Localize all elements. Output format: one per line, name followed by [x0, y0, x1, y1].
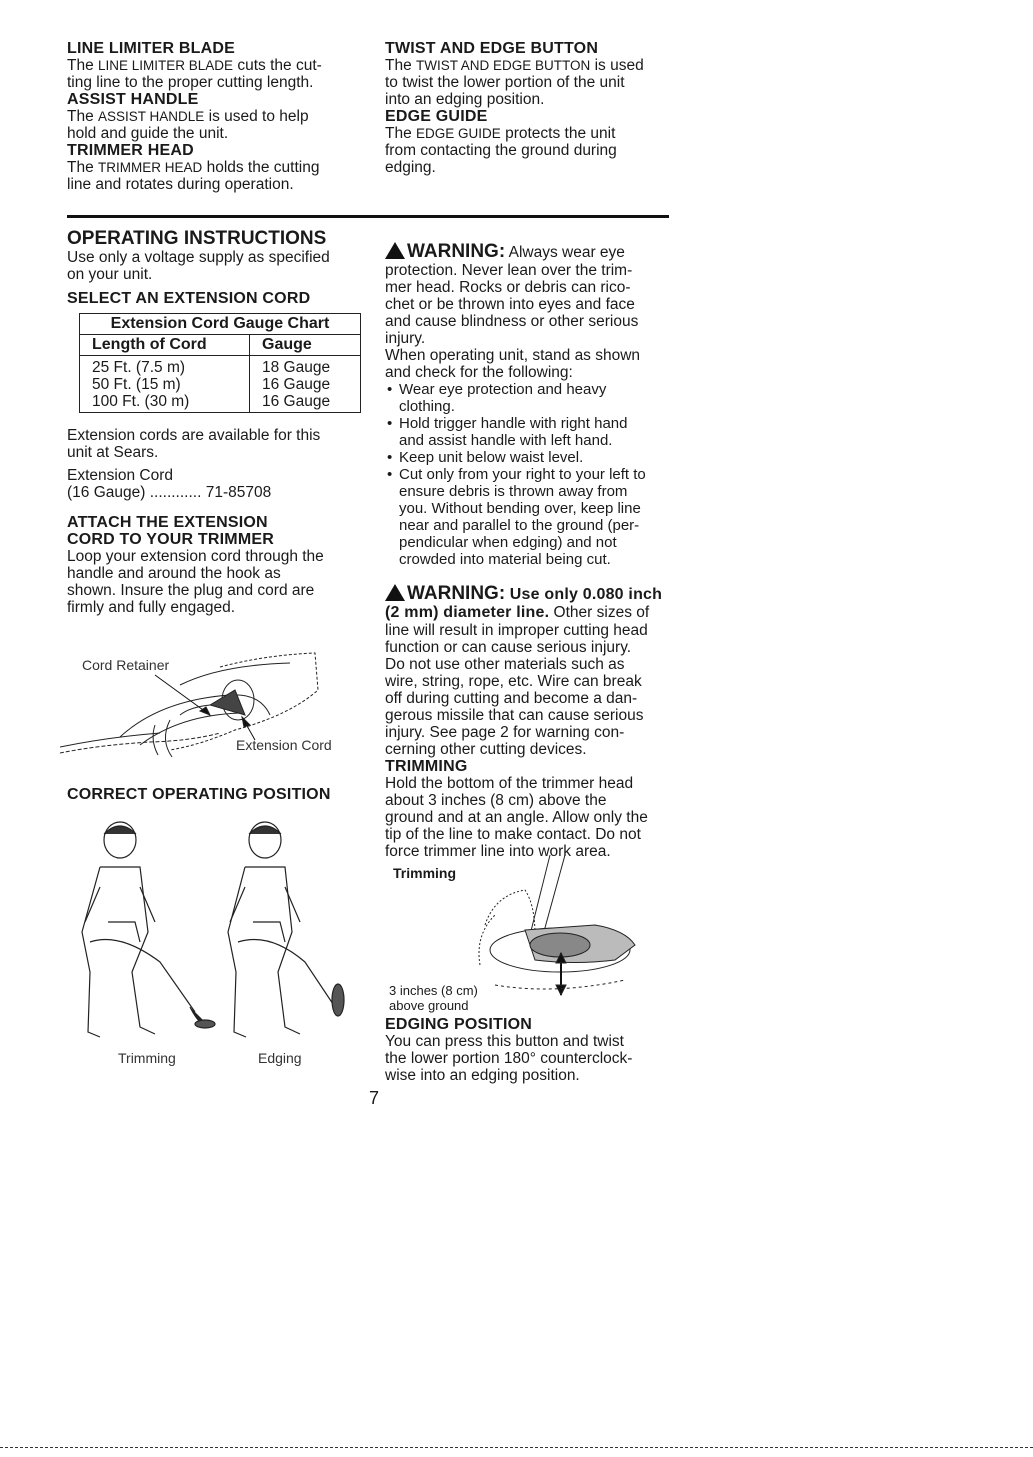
warning2-bold-second: (2 mm) diameter line.: [385, 604, 550, 621]
warning2-second-rest: Other sizes of: [549, 604, 650, 621]
warning2-line: Do not use other materials such as: [385, 656, 625, 673]
bullet-icon: •: [387, 449, 393, 466]
definition-term: TWIST AND EDGE BUTTON: [416, 58, 591, 73]
bullet-text: near and parallel to the ground (per-: [399, 517, 640, 534]
trimming-fig-label1: 3 inches (8 cm): [389, 983, 478, 998]
definition-line: hold and guide the unit.: [67, 125, 229, 142]
attach-line: Loop your extension cord through the: [67, 548, 324, 565]
bullet-continuation: [385, 432, 685, 449]
definition-line: [385, 125, 685, 142]
definition-prefix: The: [67, 108, 99, 125]
bullet-continuation: [385, 534, 685, 551]
trimming-line: about 3 inches (8 cm) above the: [385, 792, 607, 809]
trimming-figure: [385, 855, 655, 1015]
extension-cord-label: Extension Cord: [236, 737, 332, 753]
definition-prefix: The: [385, 57, 417, 74]
bullet-text: Cut only from your right to your left to: [399, 466, 646, 483]
warning2-line: injury. See page 2 for warning con-: [385, 724, 625, 741]
bullet-text: Hold trigger handle with right hand: [399, 415, 628, 432]
operator-drawings: [60, 812, 360, 1052]
trimming-line: Hold the bottom of the trimmer head: [385, 775, 634, 792]
header-length: Length of Cord: [80, 335, 250, 355]
warning2-line: gerous missile that can cause serious: [385, 707, 644, 724]
page-number: 7: [369, 1088, 380, 1108]
definition-line: [67, 57, 357, 74]
table-cell: 100 Ft. (30 m): [92, 393, 190, 410]
definition-title: LINE LIMITER BLADE: [67, 40, 236, 57]
col1-top: [67, 40, 357, 193]
bullet-continuation: [385, 398, 685, 415]
definition-prefix: The: [67, 57, 99, 74]
warning2-bold-first: Use only 0.080 inch: [505, 586, 663, 603]
bullet-text: Wear eye protection and heavy: [399, 381, 607, 398]
definition-line: into an edging position.: [385, 91, 545, 108]
bullet-text: Keep unit below waist level.: [399, 449, 584, 466]
definition-title: EDGE GUIDE: [385, 108, 488, 125]
warning2-line: line will result in improper cutting head: [385, 622, 648, 639]
definition-term: EDGE GUIDE: [416, 126, 501, 141]
bullet-text: crowded into material being cut.: [399, 551, 611, 568]
definition-line: ting line to the proper cutting length.: [67, 74, 314, 91]
operating-position-figure: [60, 812, 360, 1072]
bullet-text: pendicular when edging) and not: [399, 534, 617, 551]
gauge-chart-caption: Extension Cord Gauge Chart: [80, 314, 360, 335]
section-divider: [67, 215, 669, 218]
attach-line: shown. Insure the plug and cord are: [67, 582, 315, 599]
bullet-text: ensure debris is thrown away from: [399, 483, 628, 500]
definition-rest: holds the cutting: [202, 159, 320, 176]
bullet-icon: •: [387, 381, 393, 398]
definition-line: line and rotates during operation.: [67, 176, 294, 193]
intro-line-1: Use only a voltage supply as specified: [67, 249, 330, 266]
part-label: Extension Cord: [67, 467, 173, 484]
bullet-text: you. Without bending over, keep line: [399, 500, 641, 517]
part-line: (16 Gauge) ............ 71-85708: [67, 484, 272, 501]
position-label-trimming: Trimming: [118, 1050, 176, 1066]
bullet-item: [385, 381, 685, 398]
table-cell: 18 Gauge: [262, 359, 331, 376]
col2-top: [385, 40, 685, 176]
attach-line: handle and around the hook as: [67, 565, 281, 582]
trimming-line: tip of the line to make contact. Do not: [385, 826, 641, 843]
edging-line: wise into an edging position.: [385, 1067, 580, 1084]
trimming-line: ground and at an angle. Allow only the: [385, 809, 648, 826]
definition-title: ASSIST HANDLE: [67, 91, 199, 108]
intro-line-2: on your unit.: [67, 266, 153, 283]
operating-title: OPERATING INSTRUCTIONS: [67, 228, 327, 249]
attach-title-2: CORD TO YOUR TRIMMER: [67, 531, 274, 548]
bullet-text: clothing.: [399, 398, 455, 415]
warning2-line: cerning other cutting devices.: [385, 741, 587, 758]
page-bottom-edge: [0, 1447, 1033, 1448]
definition-line: to twist the lower portion of the unit: [385, 74, 625, 91]
definition-line: edging.: [385, 159, 436, 176]
definition-title: TWIST AND EDGE BUTTON: [385, 40, 599, 57]
warning1-line: chet or be thrown into eyes and face: [385, 296, 635, 313]
warning-icon: [385, 242, 405, 259]
attach-line: firmly and fully engaged.: [67, 599, 236, 616]
attach-title-1: ATTACH THE EXTENSION: [67, 514, 268, 531]
bullet-icon: •: [387, 466, 393, 483]
edging-line: the lower portion 180° counterclock-: [385, 1050, 633, 1067]
bullet-text: and assist handle with left hand.: [399, 432, 613, 449]
trimming-line: force trimmer line into work area.: [385, 843, 611, 860]
warning2-line: off during cutting and become a dan-: [385, 690, 638, 707]
definition-line: [67, 108, 357, 125]
definition-line: [385, 57, 685, 74]
header-gauge: Gauge: [262, 336, 312, 353]
bullet-continuation: [385, 551, 685, 568]
available-line-2: unit at Sears.: [67, 444, 159, 461]
cord-retainer-figure: [60, 645, 350, 760]
bullet-item: [385, 449, 685, 466]
definition-term: TRIMMER HEAD: [98, 160, 203, 175]
trimming-title: TRIMMING: [385, 758, 468, 775]
trimming-fig-label2: above ground: [389, 998, 469, 1013]
definition-line: from contacting the ground during: [385, 142, 617, 159]
warning1-first: Always wear eye: [505, 244, 625, 261]
warning2-line: function or can cause serious injury.: [385, 639, 632, 656]
bullet-item: [385, 466, 685, 483]
edging-line: You can press this button and twist: [385, 1033, 624, 1050]
position-title: CORRECT OPERATING POSITION: [67, 786, 331, 803]
warning-icon: [385, 584, 405, 601]
operating-instructions: [67, 229, 357, 616]
definition-rest: cuts the cut-: [233, 57, 322, 74]
warning1-line: and cause blindness or other serious: [385, 313, 639, 330]
definition-prefix: The: [67, 159, 99, 176]
edging-section: [385, 1016, 685, 1084]
gauge-chart: [79, 313, 361, 413]
definition-prefix: The: [385, 125, 417, 142]
warnings-column: [385, 240, 685, 860]
table-cell: 25 Ft. (7.5 m): [92, 359, 186, 376]
edging-title: EDGING POSITION: [385, 1016, 533, 1033]
definition-rest: is used: [590, 57, 644, 74]
warning2-label: WARNING:: [407, 583, 506, 604]
bullet-icon: •: [387, 415, 393, 432]
definition-title: TRIMMER HEAD: [67, 142, 194, 159]
warning1-line: protection. Never lean over the trim-: [385, 262, 633, 279]
warning1-line: and check for the following:: [385, 364, 573, 381]
table-cell: 16 Gauge: [262, 393, 331, 410]
table-cell: 50 Ft. (15 m): [92, 376, 181, 393]
bullet-continuation: [385, 483, 685, 500]
definition-term: ASSIST HANDLE: [98, 109, 205, 124]
select-title: SELECT AN EXTENSION CORD: [67, 290, 311, 307]
table-cell: 16 Gauge: [262, 376, 331, 393]
warning1-label: WARNING:: [407, 241, 506, 262]
bullet-item: [385, 415, 685, 432]
definition-rest: is used to help: [204, 108, 309, 125]
warning1-line: injury.: [385, 330, 426, 347]
warning2-line: wire, string, rope, etc. Wire can break: [385, 673, 642, 690]
definition-line: [67, 159, 357, 176]
warning1-line: mer head. Rocks or debris can rico-: [385, 279, 631, 296]
definition-term: LINE LIMITER BLADE: [98, 58, 234, 73]
definition-rest: protects the unit: [500, 125, 616, 142]
available-line-1: Extension cords are available for this: [67, 427, 321, 444]
warning1-line: When operating unit, stand as shown: [385, 347, 641, 364]
trimming-fig-title: Trimming: [393, 865, 457, 881]
position-label-edging: Edging: [258, 1050, 302, 1066]
cord-retainer-label: Cord Retainer: [82, 657, 170, 673]
bullet-continuation: [385, 517, 685, 534]
bullet-continuation: [385, 500, 685, 517]
